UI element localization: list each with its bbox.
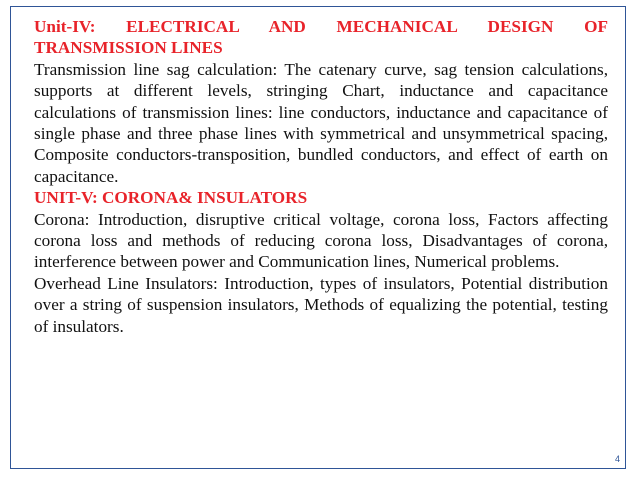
unit-4-body: Transmission line sag calculation: The catenary curve, sag tension calculations, supports at different levels, stringing Chart, inductance and capacitance calculations of transmission lines: line conductors, inductance and capacitance of single phase and three phase lines with symmetrical and unsymmetrical spacing, Composite conductors-transposition, bundled conductors, and effect of earth on capacitance.: [34, 59, 608, 186]
unit-5-heading: UNIT-V: CORONA& INSULATORS: [34, 188, 308, 208]
slide-content: [34, 16, 608, 337]
corona-paragraph: Corona: Introduction, disruptive critical voltage, corona loss, Factors affecting corona loss and methods of reducing corona loss, Disadvantages of corona, interference between power and Communication lines, Numerical problems.: [34, 209, 608, 272]
insulators-paragraph: Overhead Line Insulators: Introduction, types of insulators, Potential distribution over a string of suspension insulators, Methods of equalizing the potential, testing of insulators.: [34, 273, 608, 336]
unit-4-heading: Unit-IV: ELECTRICAL AND MECHANICAL DESIGN OF TRANSMISSION LINES: [34, 17, 608, 58]
page-number: 4: [614, 454, 620, 464]
